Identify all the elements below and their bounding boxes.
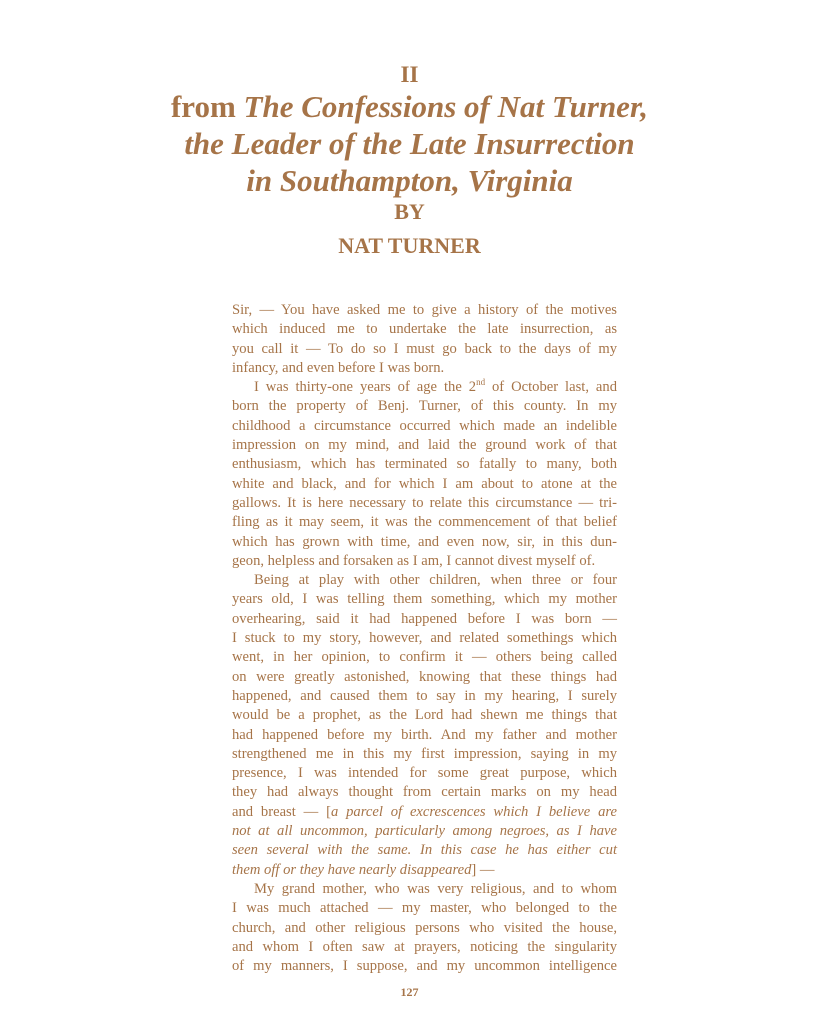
- title-line-2: [0, 125, 819, 162]
- chapter-title: [0, 88, 819, 199]
- text-line: infancy, and even before I was born.: [232, 359, 445, 376]
- title-italic-3: in Southampton, Virginia: [246, 163, 573, 198]
- text-fragment: of October last, and: [485, 379, 617, 396]
- text-line: [232, 378, 617, 397]
- text-line: Sir, — You have asked me to give a history of the motives: [232, 302, 617, 318]
- superscript: nd: [476, 377, 486, 388]
- title-line-1: [0, 88, 819, 125]
- text-line: they had always thought from certain marks on my head: [232, 784, 617, 801]
- text-line: church, and other religious persons who visited the house,: [232, 919, 617, 936]
- text-line: geon, helpless and forsaken as I am, I cannot divest myself of.: [232, 552, 596, 569]
- text-line: fling as it may seem, it was the commencement of that belief: [232, 514, 617, 531]
- text-line: happened, and caused them to say in my hearing, I surely: [232, 687, 617, 704]
- chapter-number: II: [400, 62, 419, 87]
- text-line: years old, I was telling them something, which my mother: [232, 591, 617, 608]
- text-fragment: ] —: [471, 861, 495, 878]
- text-line: impression on my mind, and laid the ground work of that: [232, 437, 617, 454]
- title-italic-2: the Leader of the Late Insurrection: [184, 126, 635, 161]
- text-line: you call it — To do so I must go back to the days of my: [232, 340, 617, 357]
- byline-label: BY: [394, 199, 425, 224]
- text-line: would be a prophet, as the Lord had shewn me things that: [232, 707, 617, 724]
- italic-fragment: a parcel of excrescences which I believe are: [330, 803, 617, 820]
- text-line: Being at play with other children, when three or four: [254, 572, 617, 589]
- text-line: had happened before my birth. And my father and mother: [232, 726, 617, 743]
- text-line: [232, 803, 617, 822]
- title-prefix: from: [170, 89, 244, 124]
- text-line: on were greatly astonished, knowing that these things had: [232, 668, 617, 685]
- text-line: strengthened me in this my first impression, saying in my: [232, 745, 617, 762]
- text-line: and whom I often saw at prayers, noticing the singularity: [232, 938, 617, 955]
- text-line: I stuck to my story, however, and related somethings which: [232, 630, 617, 647]
- text-line: born the property of Benj. Turner, of this county. In my: [232, 398, 617, 415]
- text-line: childhood a circumstance occurred which made an indelible: [232, 417, 617, 434]
- italic-fragment: them off or they have nearly disappeared: [232, 861, 472, 878]
- page-number: 127: [400, 985, 419, 999]
- text-line: presence, I was intended for some great purpose, which: [232, 765, 617, 782]
- title-italic: The Confessions of Nat Turner,: [243, 89, 649, 124]
- text-fragment: and breast — [: [232, 803, 331, 820]
- text-line: enthusiasm, which has terminated so fatally to many, both: [232, 456, 617, 473]
- text-line: I was much attached — my master, who belonged to the: [232, 900, 617, 917]
- text-fragment: I was thirty-one years of age the 2: [254, 379, 477, 396]
- title-line-3: [0, 162, 819, 199]
- italic-fragment: not at all uncommon, particularly among negroes, as I have: [232, 823, 617, 840]
- text-line: which induced me to undertake the late insurrection, as: [232, 321, 617, 338]
- text-line: which has grown with time, and even now, sir, in this dun-: [232, 533, 617, 550]
- text-line: of my manners, I suppose, and my uncommon intelligence: [232, 958, 617, 975]
- text-line: white and black, and for which I am about to atone at the: [232, 475, 617, 492]
- author-name: NAT TURNER: [338, 233, 481, 258]
- text-line: [232, 841, 617, 860]
- text-line: went, in her opinion, to confirm it — others being called: [232, 649, 617, 666]
- text-line: [232, 822, 617, 841]
- text-line: overhearing, said it had happened before I was born —: [232, 610, 617, 627]
- text-line: My grand mother, who was very religious, and to whom: [254, 880, 617, 897]
- text-line: gallows. It is here necessary to relate this circumstance — tri-: [232, 494, 617, 511]
- body-text: [232, 301, 617, 976]
- italic-fragment: seen several with the same. In this case he has either cut: [232, 842, 617, 859]
- text-line: [232, 861, 617, 880]
